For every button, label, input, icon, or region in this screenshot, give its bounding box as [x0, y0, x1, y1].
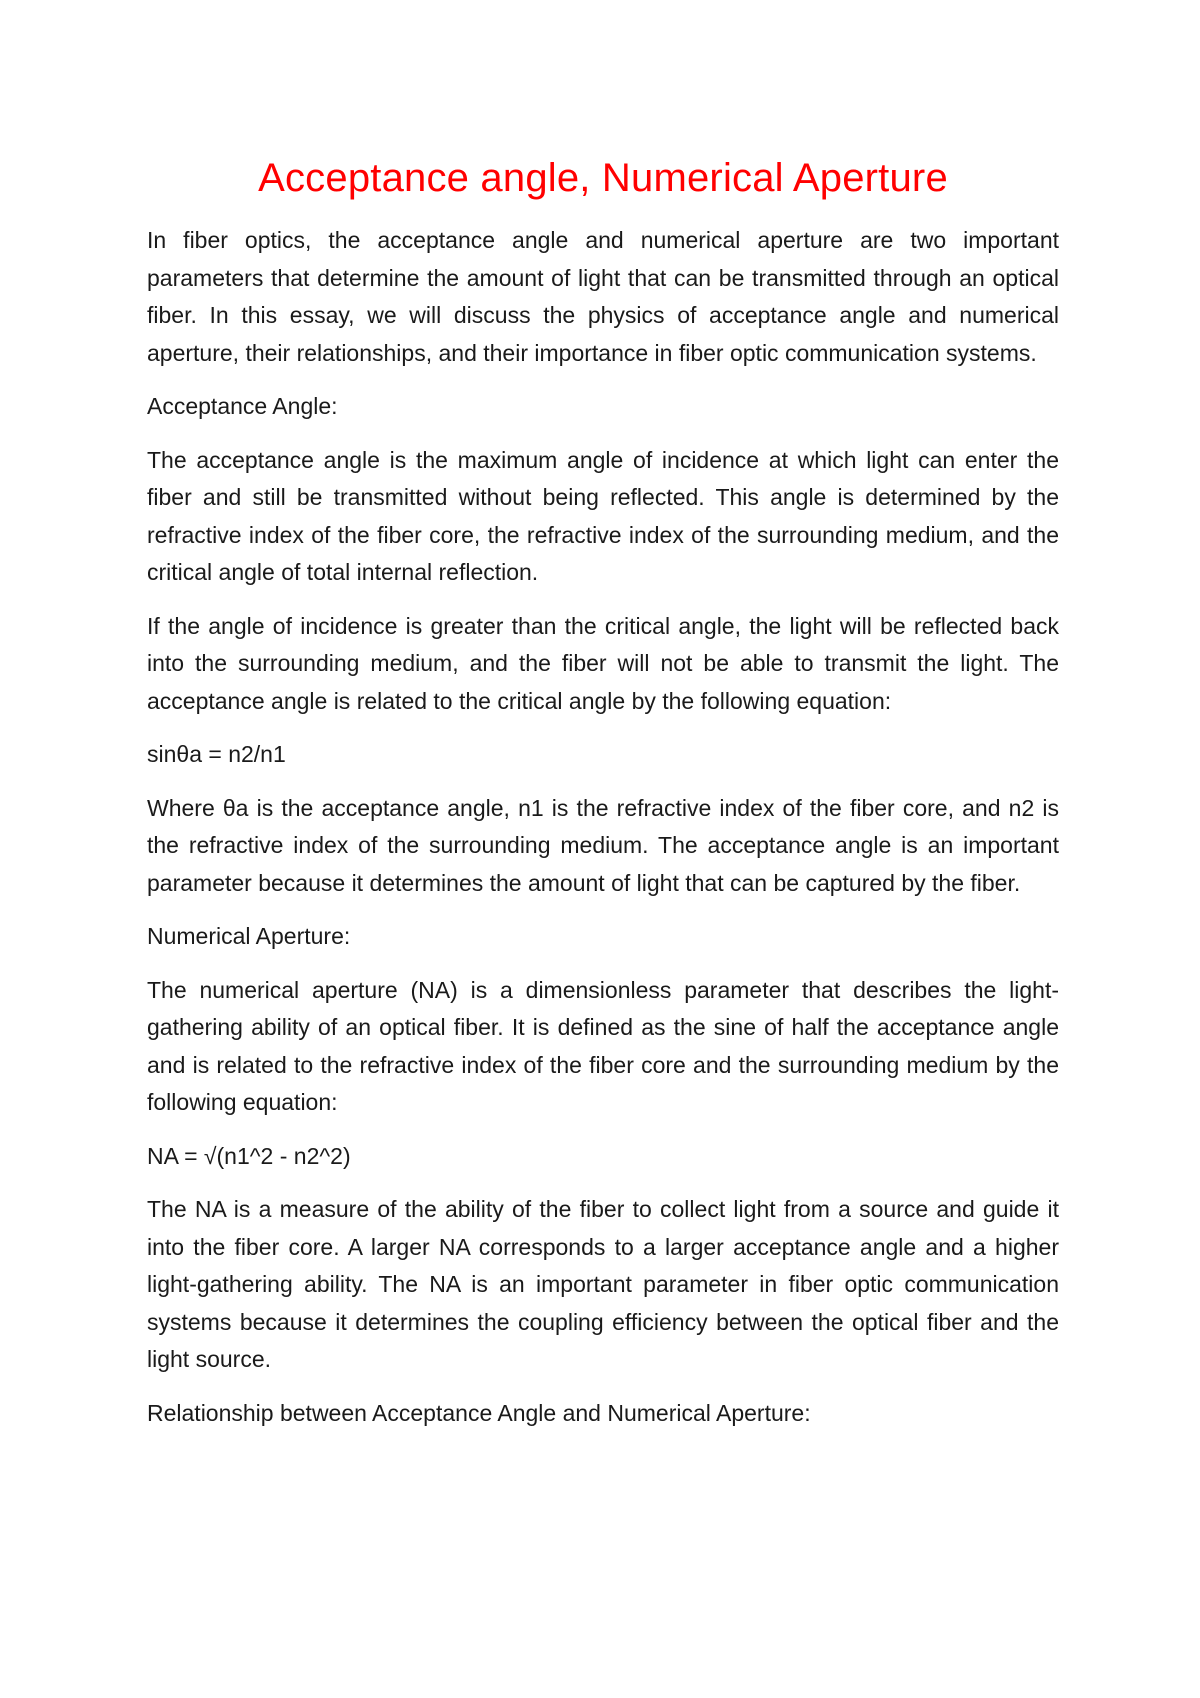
critical-angle-paragraph: If the angle of incidence is greater than the critical angle, the light will be reflected back into the surrounding medium, and the fiber will not be able to transmit the light. The acceptance angle is related to the critical angle by the following equation: — [147, 612, 1059, 714]
acceptance-equation: sinθa = n2/n1 — [147, 741, 286, 767]
intro-paragraph: In fiber optics, the acceptance angle and numerical aperture are two important parameters that determine the amount of light that can be transmitted through an optical fiber. In this essay, we will discuss the physics of acceptance angle and numerical aperture, their relationships, and their importance in fiber optic communication systems. — [147, 227, 1059, 366]
na-explanation-paragraph: The NA is a measure of the ability of the fiber to collect light from a source and guide it into the fiber core. A larger NA corresponds to a larger acceptance angle and a higher light-gathering ability. The NA is an important parameter in fiber optic communication systems because it determines the coupling efficiency between the optical fiber and the light source. — [147, 1196, 1059, 1372]
document-title: Acceptance angle, Numerical Aperture — [258, 156, 948, 200]
acceptance-explanation-paragraph: Where θa is the acceptance angle, n1 is the refractive index of the fiber core, and n2 is the refractive index of the surrounding medium. The acceptance angle is an important parameter because it determines the amount of light that can be captured by the fiber. — [147, 794, 1059, 896]
relationship-heading: Relationship between Acceptance Angle and Numerical Aperture: — [147, 1399, 811, 1426]
numerical-aperture-heading: Numerical Aperture: — [147, 923, 351, 949]
na-definition-paragraph: The numerical aperture (NA) is a dimensionless parameter that describes the light-gathering ability of an optical fiber. It is defined as the sine of half the acceptance angle and is related to the refractive index of the fiber core and the surrounding medium by the following equation: — [147, 976, 1059, 1115]
acceptance-angle-heading: Acceptance Angle: — [147, 393, 338, 419]
acceptance-definition-paragraph: The acceptance angle is the maximum angle of incidence at which light can enter the fiber and still be transmitted without being reflected. This angle is determined by the refractive index of the fiber core, the refractive index of the surrounding medium, and the critical angle of total internal reflection. — [147, 446, 1059, 585]
na-equation: NA = √(n1^2 - n2^2) — [147, 1142, 351, 1169]
document-body — [147, 148, 1059, 1448]
